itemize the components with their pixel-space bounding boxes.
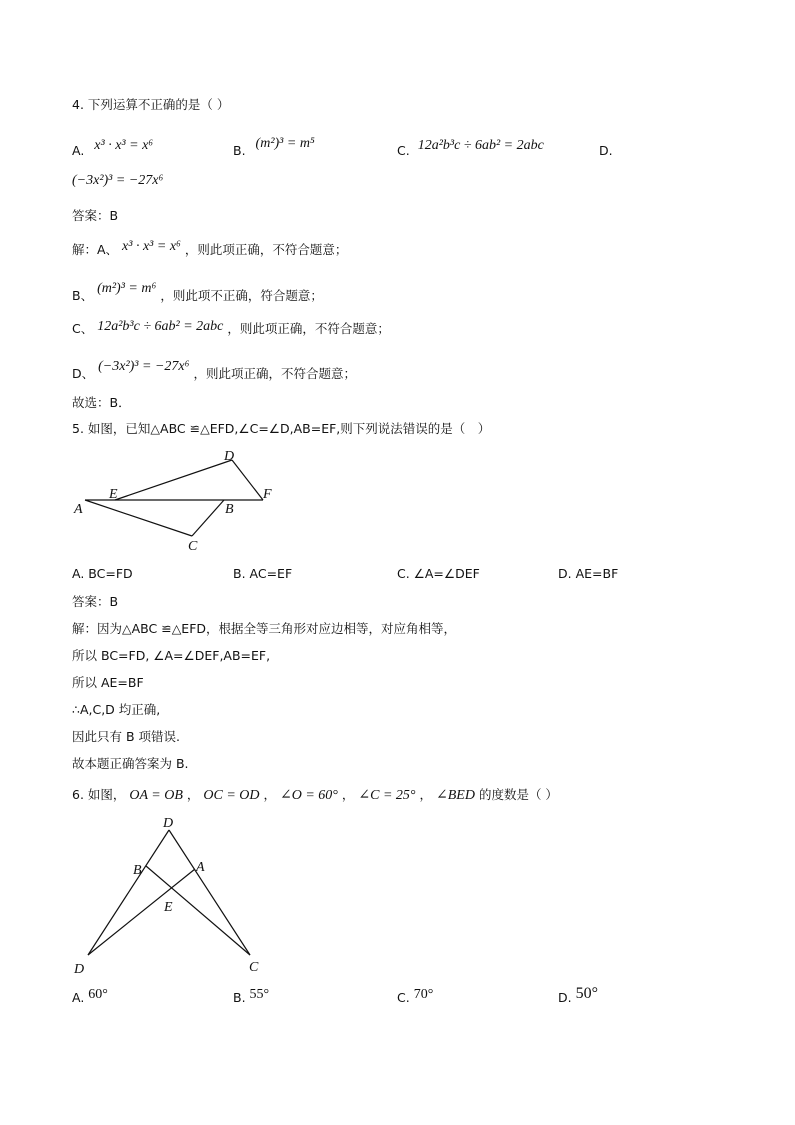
q6-option-a[interactable] xyxy=(72,987,108,1007)
q5-option-a[interactable]: A. BC=FD xyxy=(72,566,133,581)
q6-cond-angle-o: ∠O = 60° xyxy=(280,788,338,803)
q5-label-c: C xyxy=(188,539,198,554)
q6-label-a: A xyxy=(196,860,205,875)
q6-option-a-label: A. xyxy=(72,990,85,1005)
q6-line-od xyxy=(88,830,169,955)
q6-sep: ， xyxy=(419,787,433,802)
q4-solution-b xyxy=(72,281,323,305)
q6-cond-oa-ob: OA = OB xyxy=(129,788,183,803)
q5-option-d[interactable]: D. AE=BF xyxy=(558,566,619,581)
q6-cond-angle-c: ∠C = 25° xyxy=(358,788,416,803)
q4-option-b-label: B. xyxy=(233,143,246,158)
q4-sol-b-math: (m²)³ = m⁶ xyxy=(97,281,157,296)
q6-cond-angle-bed: ∠BED xyxy=(436,788,475,803)
q5-solution-line: 解：因为△ABC ≌△EFD，根据全等三角形对应边相等，对应角相等， xyxy=(72,621,457,636)
q6-sep: ， xyxy=(341,787,355,802)
q4-sol-c-label: C、 xyxy=(72,321,94,336)
q5-solution-line: 所以 AE=BF xyxy=(72,675,144,690)
q4-sol-a-math: x³ · x³ = x⁶ xyxy=(122,239,181,254)
q6-label-b: B xyxy=(133,863,142,878)
q5-solution-line: 因此只有 B 项错误. xyxy=(72,729,180,744)
q4-option-a[interactable] xyxy=(72,138,154,160)
q4-sol-c-text: ，则此项正确，不符合题意； xyxy=(227,321,390,336)
q6-option-d-value: 50° xyxy=(575,985,598,1002)
q4-option-c-label: C. xyxy=(397,143,410,158)
q5-line-ed xyxy=(115,460,232,500)
q4-option-a-label: A. xyxy=(72,143,85,158)
q4-option-c[interactable] xyxy=(397,138,544,160)
q6-sep: ， xyxy=(186,787,200,802)
q5-solution-line: 所以 BC=FD, ∠A=∠DEF,AB=EF, xyxy=(72,648,271,663)
q4-stem: 4. 下列运算不正确的是（ ） xyxy=(72,97,230,112)
q5-label-b: B xyxy=(225,502,234,517)
q4-sol-c-math: 12a²b³c ÷ 6ab² = 2abc xyxy=(97,319,224,334)
q4-option-a-math: x³ · x³ = x⁶ xyxy=(94,138,154,153)
q5-line-cb xyxy=(192,500,224,536)
q5-solution-line: 故本题正确答案为 B. xyxy=(72,756,189,771)
q4-option-b-math: (m²)³ = m⁵ xyxy=(255,136,315,151)
q6-sep: ， xyxy=(263,787,277,802)
q4-option-d-math[interactable]: (−3x²)³ = −27x⁶ xyxy=(72,173,164,188)
q5-option-b[interactable]: B. AC=EF xyxy=(233,566,293,581)
q6-cond-oc-od: OC = OD xyxy=(203,788,260,803)
q5-figure xyxy=(70,444,290,556)
q6-option-b-value: 55° xyxy=(249,987,270,1002)
q5-option-c[interactable]: C. ∠A=∠DEF xyxy=(397,566,480,581)
q6-option-c-value: 70° xyxy=(413,987,434,1002)
q6-option-d-label: D. xyxy=(558,990,572,1005)
q6-option-d[interactable] xyxy=(558,985,598,1006)
q6-option-b[interactable] xyxy=(233,987,270,1007)
q6-line-oc xyxy=(169,830,250,955)
q5-label-d: D xyxy=(224,449,235,464)
q4-sol-d-text: ，则此项正确，不符合题意； xyxy=(193,366,356,381)
q4-sol-d-label: D、 xyxy=(72,366,95,381)
q6-stem-prefix: 6. 如图， xyxy=(72,787,126,802)
q6-option-c-label: C. xyxy=(397,990,410,1005)
q4-option-c-math: 12a²b³c ÷ 6ab² = 2abc xyxy=(417,138,544,153)
q6-line-bc xyxy=(146,866,250,955)
q4-solution-c xyxy=(72,321,390,338)
q5-answer: 答案：B xyxy=(72,594,119,609)
q6-label-e: E xyxy=(164,900,173,915)
q4-option-d-label[interactable]: D. xyxy=(599,143,613,158)
q6-figure xyxy=(70,810,270,980)
q6-stem-suffix: 的度数是（ ） xyxy=(478,787,558,802)
q6-label-d-bottom: D xyxy=(74,962,85,977)
q4-sol-b-label: B、 xyxy=(72,288,94,303)
q6-label-c: C xyxy=(249,960,259,975)
q4-solution-a xyxy=(72,239,348,259)
q5-line-df xyxy=(232,460,263,500)
q4-answer: 答案：B xyxy=(72,208,119,223)
q4-sol-b-text: ，则此项不正确，符合题意； xyxy=(160,288,323,303)
q4-sol-intro: 解：A、 xyxy=(72,242,119,257)
q5-label-f: F xyxy=(263,487,272,502)
q5-line-ac xyxy=(85,500,192,536)
q4-conclusion: 故选：B． xyxy=(72,395,131,410)
q5-label-a: A xyxy=(74,502,83,517)
q4-solution-d xyxy=(72,359,356,383)
q6-option-a-value: 60° xyxy=(88,987,108,1002)
q5-label-e: E xyxy=(109,487,118,502)
q4-sol-d-math: (−3x²)³ = −27x⁶ xyxy=(98,359,190,374)
q4-sol-a-text: ，则此项正确，不符合题意； xyxy=(184,242,348,257)
q6-option-c[interactable] xyxy=(397,987,434,1007)
q5-stem: 5. 如图，已知△ABC ≌△EFD,∠C=∠D,AB=EF,则下列说法错误的是（ ） xyxy=(72,421,491,436)
q6-option-b-label: B. xyxy=(233,990,246,1005)
q6-label-d-top: D xyxy=(163,816,174,831)
q5-solution-line: ∴A,C,D 均正确, xyxy=(72,702,161,717)
q6-line-da xyxy=(88,869,195,955)
q6-stem xyxy=(72,787,558,804)
q4-option-b[interactable] xyxy=(233,136,315,160)
